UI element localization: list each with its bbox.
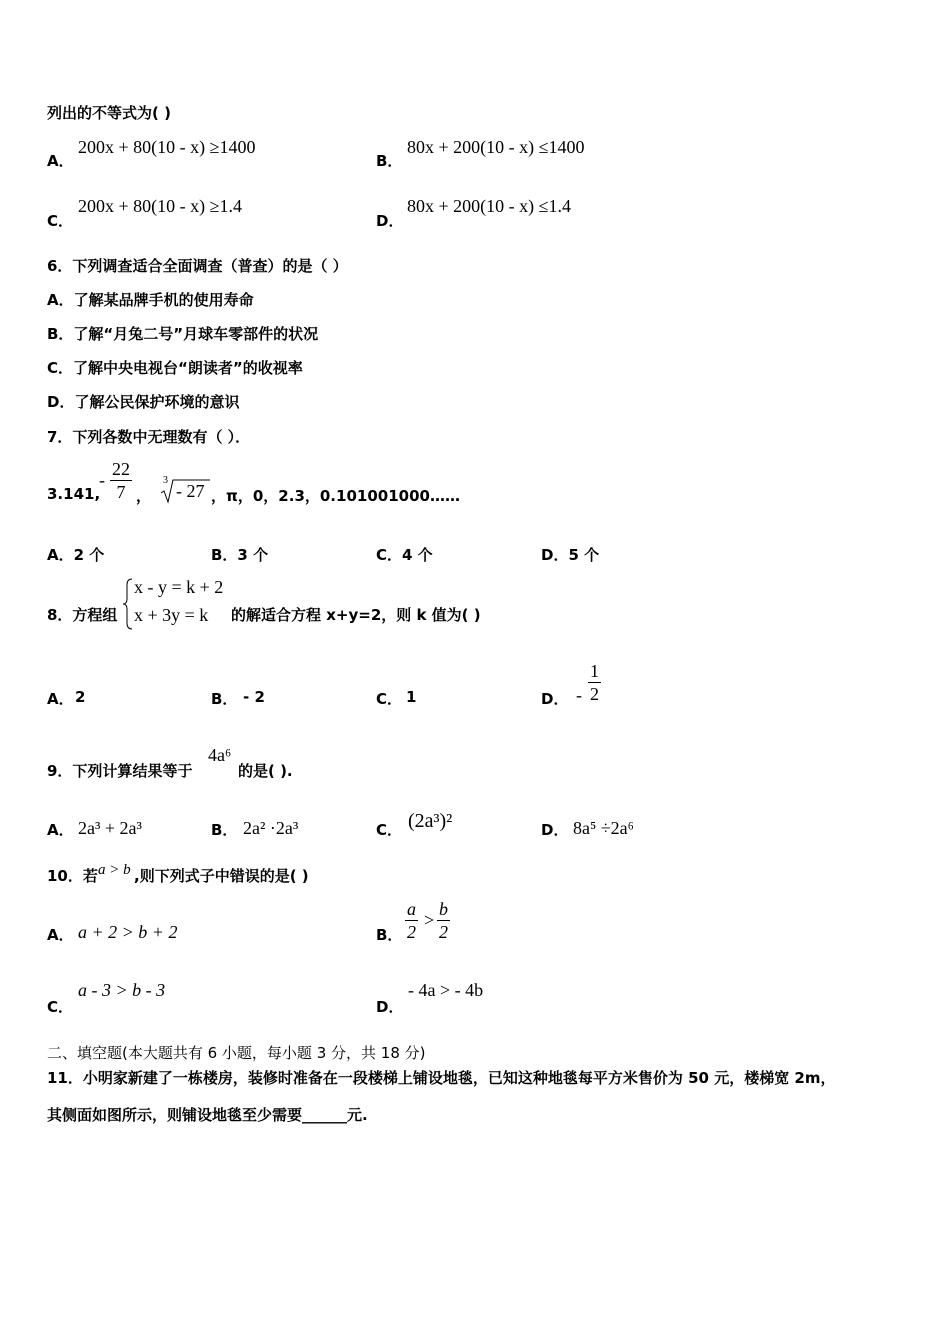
q8-option-b: - 2 <box>243 688 265 706</box>
q8-option-d-fraction <box>588 660 601 705</box>
q6-option-c: C．了解中央电视台“朗读者”的收视率 <box>47 359 303 377</box>
q9-target-expr: 4a⁶ <box>208 745 232 765</box>
q5-option-a-label: A． <box>47 152 74 170</box>
q5-option-b: 80x + 200(10 - x) ≤1400 <box>407 137 585 157</box>
q11-line-2: 其侧面如图所示，则铺设地毯至少需要______元. <box>47 1106 368 1124</box>
q8-equation-1: x - y = k + 2 <box>134 577 224 597</box>
q10-option-a: a + 2 > b + 2 <box>78 922 178 942</box>
q8-option-d-sign: - <box>576 685 582 705</box>
q5-option-a: 200x + 80(10 - x) ≥1400 <box>78 137 256 157</box>
q9-option-c: (2a³)² <box>408 810 453 832</box>
q6-option-d: D．了解公民保护环境的意识 <box>47 393 240 411</box>
q10-stem-prefix: 10．若 <box>47 867 98 885</box>
q7-fraction-numerator: 22 <box>112 459 130 479</box>
left-brace-icon <box>122 577 134 631</box>
q10-option-c: a - 3 > b - 3 <box>78 980 166 1000</box>
q9-option-b-label: B． <box>211 821 238 839</box>
q7-option-b: B．3 个 <box>211 546 269 564</box>
q10-option-b-left-numerator: a <box>407 899 416 919</box>
q7-root-index: 3 <box>163 475 168 486</box>
q7-stem: 7．下列各数中无理数有（ ）． <box>47 428 251 446</box>
q8-option-a: 2 <box>75 688 86 706</box>
q10-stem-suffix: ,则下列式子中错误的是( ) <box>134 867 309 885</box>
q7-negative-sign: - <box>99 470 105 490</box>
q8-stem-suffix: 的解适合方程 x+y=2，则 k 值为( ) <box>231 606 481 624</box>
q8-stem-prefix: 8．方程组 <box>47 606 118 624</box>
q7-option-c: C．4 个 <box>376 546 433 564</box>
q5-option-d-label: D． <box>376 212 404 230</box>
q10-option-c-label: C． <box>47 998 74 1016</box>
q8-option-d-numerator: 1 <box>590 661 599 681</box>
q8-equation-system <box>122 577 232 631</box>
q5-option-c: 200x + 80(10 - x) ≥1.4 <box>78 196 243 216</box>
q10-option-b-right-numerator: b <box>439 899 448 919</box>
q7-fraction-denominator: 7 <box>116 482 126 502</box>
q7-option-a: A．2 个 <box>47 546 105 564</box>
section-2-heading: 二、填空题(本大题共有 6 小题，每小题 3 分，共 18 分) <box>47 1044 426 1062</box>
q9-option-a: 2a³ + 2a³ <box>78 818 142 838</box>
q6-option-b: B．了解“月兔二号”月球车零部件的状况 <box>47 325 319 343</box>
q10-option-b-right-fraction <box>437 898 450 943</box>
q10-option-d-label: D． <box>376 998 404 1016</box>
q7-cube-root <box>160 475 210 504</box>
q10-option-b-operator: > <box>424 910 435 930</box>
q10-option-b-label: B． <box>376 926 403 944</box>
q6-option-a: A．了解某品牌手机的使用寿命 <box>47 291 254 309</box>
q9-option-c-label: C． <box>376 821 403 839</box>
q8-option-c-label: C． <box>376 690 403 708</box>
q10-option-b-right-denominator: 2 <box>439 922 448 942</box>
q8-option-d-label: D． <box>541 690 569 708</box>
q10-option-b-left-denominator: 2 <box>407 922 416 942</box>
q6-stem: 6．下列调查适合全面调查（普查）的是（ ） <box>47 257 348 275</box>
q10-option-a-label: A． <box>47 926 74 944</box>
q7-comma: ， <box>136 487 152 505</box>
q9-stem-suffix: 的是( ). <box>238 762 293 780</box>
q8-option-d-denominator: 2 <box>590 684 599 704</box>
q9-option-b: 2a² ·2a³ <box>243 818 299 838</box>
q7-number-list-start: 3.141, <box>47 485 101 503</box>
q5-option-c-label: C． <box>47 212 74 230</box>
q7-root-radicand: - 27 <box>176 481 205 501</box>
q7-fraction <box>110 458 132 503</box>
q8-option-c: 1 <box>406 688 417 706</box>
q7-option-d: D．5 个 <box>541 546 600 564</box>
q8-option-b-label: B． <box>211 690 238 708</box>
q9-option-a-label: A． <box>47 821 74 839</box>
q10-option-b-left-fraction <box>405 898 418 943</box>
q11-line-1: 11．小明家新建了一栋楼房，装修时准备在一段楼梯上铺设地毯，已知这种地毯每平方米售价为 50 元，楼梯宽 2m， <box>47 1069 836 1087</box>
q10-condition: a > b <box>98 862 131 878</box>
q8-equation-2: x + 3y = k <box>134 605 209 625</box>
q9-stem-prefix: 9．下列计算结果等于 <box>47 762 193 780</box>
q10-option-d: - 4a > - 4b <box>408 980 484 1000</box>
q5-option-d: 80x + 200(10 - x) ≤1.4 <box>407 196 572 216</box>
q8-option-a-label: A． <box>47 690 74 708</box>
q5-option-b-label: B． <box>376 152 403 170</box>
q9-option-d-label: D． <box>541 821 569 839</box>
q5-stem: 列出的不等式为( ) <box>47 104 171 122</box>
q7-number-list-end: ，π，0，2.3，0.101001000…… <box>211 487 460 505</box>
q9-option-d: 8a⁵ ÷2a⁶ <box>573 818 634 838</box>
